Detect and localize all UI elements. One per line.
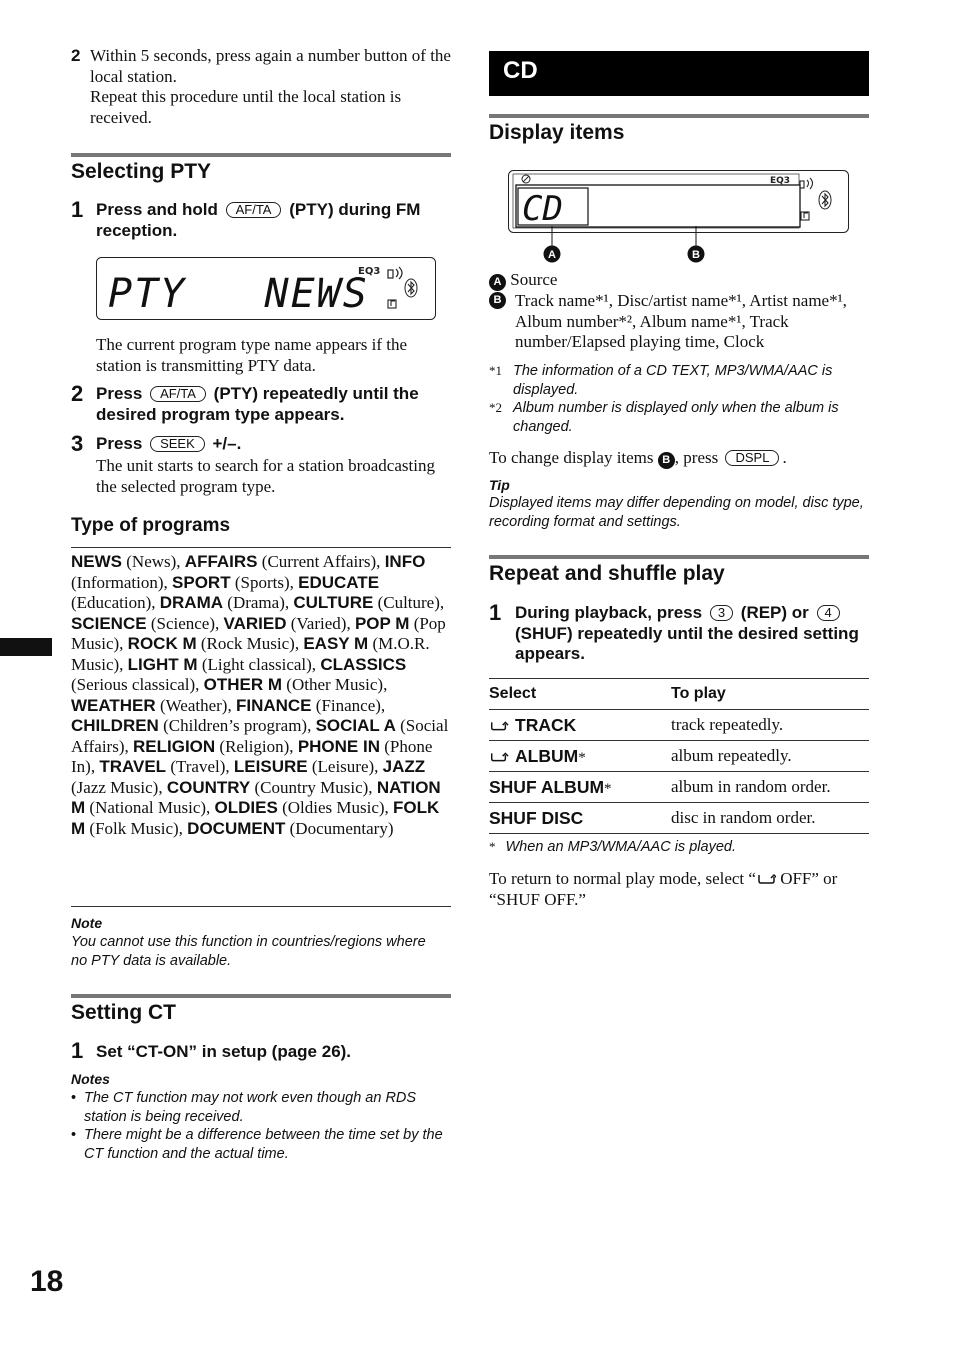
program-type-code: TRAVEL [99, 757, 167, 776]
cd-banner [489, 51, 869, 96]
callout-a-marker: A [489, 274, 506, 291]
program-type-code: WEATHER [71, 695, 156, 715]
program-type-description: (Pop Music), [71, 613, 446, 653]
table-row [489, 803, 869, 834]
section-title-display: Display items [489, 121, 625, 144]
program-type-description: (Oldies Music), [282, 798, 389, 817]
footnote-mark: *2 [489, 400, 502, 415]
step-text-line: Within 5 seconds, press again a number button of the local station. [90, 46, 451, 86]
program-type-code: SPORT [172, 572, 231, 592]
bullet-glyph: • [71, 1090, 77, 1106]
footnote-text: Album number is displayed only when the album is changed. [513, 400, 839, 435]
program-type-description: (Rock Music), [200, 634, 300, 653]
program-type-code: CULTURE [293, 593, 374, 612]
play-cell: album in random order. [671, 772, 869, 803]
program-type-description: (Country Music), [254, 777, 373, 797]
step-text-line: Repeat this procedure until the local station is received. [90, 87, 402, 127]
cd-display-illustration [508, 170, 850, 265]
return-instruction [489, 869, 869, 910]
select-cell [489, 710, 671, 741]
notes-heading: Notes [71, 1071, 110, 1087]
repeat-icon [756, 873, 776, 885]
program-type-code: DRAMA [159, 593, 224, 612]
select-label: SHUF DISC [489, 807, 584, 828]
table-header-row [489, 679, 869, 710]
instruction-text: , press [674, 448, 719, 467]
program-type-code: EASY M [303, 634, 369, 653]
footnote-mark: * [489, 839, 496, 854]
step-number: 3 [71, 431, 84, 456]
seek-key: SEEK [150, 436, 205, 452]
program-type-description: (Science), [150, 613, 220, 633]
program-type-code: COUNTRY [166, 777, 251, 797]
column-header: To play [671, 679, 869, 710]
tip-text: Displayed items may differ depending on model, disc type, recording format and settings. [489, 495, 864, 530]
program-type-code: POP M [354, 613, 410, 633]
step-text: Press and hold [96, 200, 218, 219]
change-display-instruction [489, 448, 869, 469]
program-type-description: (Varied), [290, 613, 351, 633]
item-text: Source [510, 270, 558, 289]
callout-a: A [548, 249, 556, 261]
button-4-key: 4 [817, 605, 840, 621]
footnote-mark: *1 [489, 363, 502, 378]
program-type-description: (National Music), [89, 798, 211, 817]
eq-indicator: EQ3 [770, 176, 791, 186]
step-text: Press [96, 384, 143, 403]
step-text: (PTY) during FM reception. [96, 200, 421, 240]
pty-description: The current program type name appears if the station is transmitting PTY data. [96, 335, 408, 375]
eq-indicator: EQ3 [358, 266, 381, 277]
program-type-code: RELIGION [133, 736, 216, 756]
display-footnotes [489, 362, 869, 436]
step-text: +/–. [212, 434, 242, 453]
program-type-code: OLDIES [214, 798, 278, 817]
program-type-code: ROCK M [127, 634, 197, 653]
program-type-code: FOLK M [71, 798, 440, 838]
program-type-code: VARIED [223, 613, 287, 633]
tip-heading: Tip [489, 477, 510, 493]
pty-step3 [96, 434, 452, 455]
footnote-star: * [578, 749, 586, 766]
program-type-description: (Documentary) [289, 818, 394, 838]
section-rule [71, 994, 451, 998]
program-type-description: (Light classical), [201, 654, 317, 674]
program-types-list [71, 552, 449, 839]
section-rule [71, 547, 451, 548]
program-type-code: AFFAIRS [184, 552, 258, 571]
dspl-key: DSPL [725, 450, 779, 466]
side-tab-marker [0, 638, 52, 656]
step-text: (SHUF) repeatedly until the desired setting appears. [515, 623, 859, 663]
section-rule [71, 906, 451, 907]
note-text: The CT function may not work even though an RDS station is being received. [84, 1090, 417, 1125]
repeat-icon [489, 751, 509, 763]
af-ta-key: AF/TA [226, 202, 282, 218]
program-type-code: JAZZ [382, 757, 426, 776]
pty-display-illustration [96, 257, 436, 320]
program-type-description: (Culture), [377, 593, 445, 612]
section-title-repeat: Repeat and shuffle play [489, 562, 725, 585]
table-row [489, 772, 869, 803]
program-type-description: (Education), [71, 593, 156, 612]
display-item-a [489, 270, 869, 291]
pty-step3-description: The unit starts to search for a station broadcasting the selected program type. [96, 456, 435, 496]
program-type-code: INFO [384, 552, 426, 571]
lcd-display-graphic [96, 257, 436, 320]
program-type-description: (Sports), [234, 572, 294, 592]
program-type-code: LEISURE [233, 757, 308, 776]
lcd-text: PTY NEWS [108, 271, 369, 317]
repeat-table [489, 678, 869, 834]
af-ta-key: AF/TA [150, 386, 206, 402]
pty-step1 [96, 200, 452, 241]
footnote-star: * [604, 780, 612, 797]
section-rule [71, 153, 451, 157]
footnote [489, 399, 869, 436]
program-type-code: CHILDREN [71, 716, 159, 735]
section-title-pty: Selecting PTY [71, 160, 212, 183]
footnote-text: The information of a CD TEXT, MP3/WMA/AAC is displayed. [513, 363, 833, 398]
select-cell [489, 772, 671, 803]
list-item [71, 1089, 451, 1126]
step-number: 1 [71, 197, 84, 222]
program-type-description: (M.O.R. Music), [71, 634, 430, 674]
section-rule [489, 114, 869, 118]
footnote-text: When an MP3/WMA/AAC is played. [505, 839, 736, 855]
instruction-text: OFF” or “SHUF OFF.” [489, 869, 838, 909]
callout-b-marker: B [658, 452, 675, 469]
program-type-code: EDUCATE [298, 572, 380, 592]
step-number: 2 [71, 381, 84, 406]
callout-b: B [692, 249, 700, 261]
program-type-code: DOCUMENT [187, 818, 286, 838]
program-type-description: (Other Music), [286, 675, 388, 694]
program-type-description: (Serious classical), [71, 675, 200, 694]
program-type-description: (Information), [71, 572, 168, 592]
bluetooth-icon [405, 279, 417, 297]
page-number: 18 [30, 1265, 64, 1298]
instruction-text: To return to normal play mode, select “ [489, 869, 756, 888]
program-type-description: (Children’s program), [163, 716, 312, 735]
list-item [71, 1126, 451, 1163]
program-type-description: (Leisure), [311, 757, 379, 776]
instruction-text: To change display items [489, 448, 654, 467]
pty-step2 [96, 384, 452, 425]
program-type-code: SCIENCE [71, 613, 147, 633]
program-type-description: (Phone In), [71, 736, 433, 776]
program-type-description: (Current Affairs), [261, 552, 381, 571]
program-type-description: (Religion), [219, 736, 294, 756]
banner-title: CD [503, 57, 538, 84]
callout-b-marker: B [489, 292, 506, 309]
program-type-code: OTHER M [203, 675, 283, 694]
select-label: ALBUM [515, 745, 579, 766]
play-cell: disc in random order. [671, 803, 869, 834]
repeat-step1 [515, 603, 869, 665]
repeat-footnote [489, 838, 869, 857]
bullet-glyph: • [71, 1127, 77, 1143]
step-number: 2 [71, 46, 81, 65]
item-text: Track name*¹, Disc/artist name*¹, Artist name*¹, Album number*², Album name*¹, Track number/Elapsed playing time, Clock [515, 291, 847, 351]
lcd-text: CD [522, 189, 563, 229]
program-type-description: (Drama), [227, 593, 290, 612]
column-header: Select [489, 679, 671, 710]
program-type-description: (Finance), [315, 695, 386, 715]
footnote [489, 362, 869, 399]
step-number: 1 [489, 600, 502, 625]
step-number: 1 [71, 1038, 84, 1063]
select-label: SHUF ALBUM [489, 776, 605, 797]
repeat-icon [489, 720, 509, 732]
program-type-code: LIGHT M [127, 654, 198, 674]
display-item-b [489, 291, 869, 353]
program-type-description: (News), [126, 552, 181, 571]
step-text: (PTY) repeatedly until the desired program type appears. [96, 384, 419, 424]
select-cell [489, 741, 671, 772]
program-type-description: (Jazz Music), [71, 777, 163, 797]
step-text [90, 46, 452, 128]
note-heading: Note [71, 915, 103, 931]
program-type-code: SOCIAL A [315, 716, 396, 735]
program-type-code: NATION M [71, 777, 441, 817]
bluetooth-icon [819, 191, 831, 209]
table-row [489, 741, 869, 772]
ct-step1: Set “CT-ON” in setup (page 26). [96, 1042, 352, 1061]
program-type-code: NEWS [71, 552, 122, 571]
program-type-description: (Social Affairs), [71, 716, 449, 756]
ct-notes-list [71, 1089, 451, 1163]
program-type-description: (Folk Music), [89, 818, 183, 838]
step-text: (REP) or [740, 603, 809, 622]
program-type-code: PHONE IN [297, 736, 380, 756]
program-type-code: FINANCE [235, 695, 312, 715]
play-cell: track repeatedly. [671, 710, 869, 741]
table-row [489, 710, 869, 741]
program-type-code: CLASSICS [320, 654, 407, 674]
step-text: Press [96, 434, 143, 453]
select-cell [489, 803, 671, 834]
instruction-text: . [782, 448, 787, 467]
button-3-key: 3 [710, 605, 733, 621]
lcd-display-graphic [508, 170, 850, 265]
note-text: You cannot use this function in countries/regions where no PTY data is available. [71, 934, 426, 969]
program-type-description: (Travel), [170, 757, 230, 776]
section-title-ct: Setting CT [71, 1001, 176, 1024]
program-type-description: (Weather), [159, 695, 232, 715]
step-text: During playback, press [515, 603, 703, 622]
note-text: There might be a difference between the time set by the CT function and the actual time. [84, 1127, 443, 1162]
play-cell: album repeatedly. [671, 741, 869, 772]
subsection-title-types: Type of programs [71, 515, 231, 536]
select-label: TRACK [515, 714, 577, 735]
section-rule [489, 555, 869, 559]
